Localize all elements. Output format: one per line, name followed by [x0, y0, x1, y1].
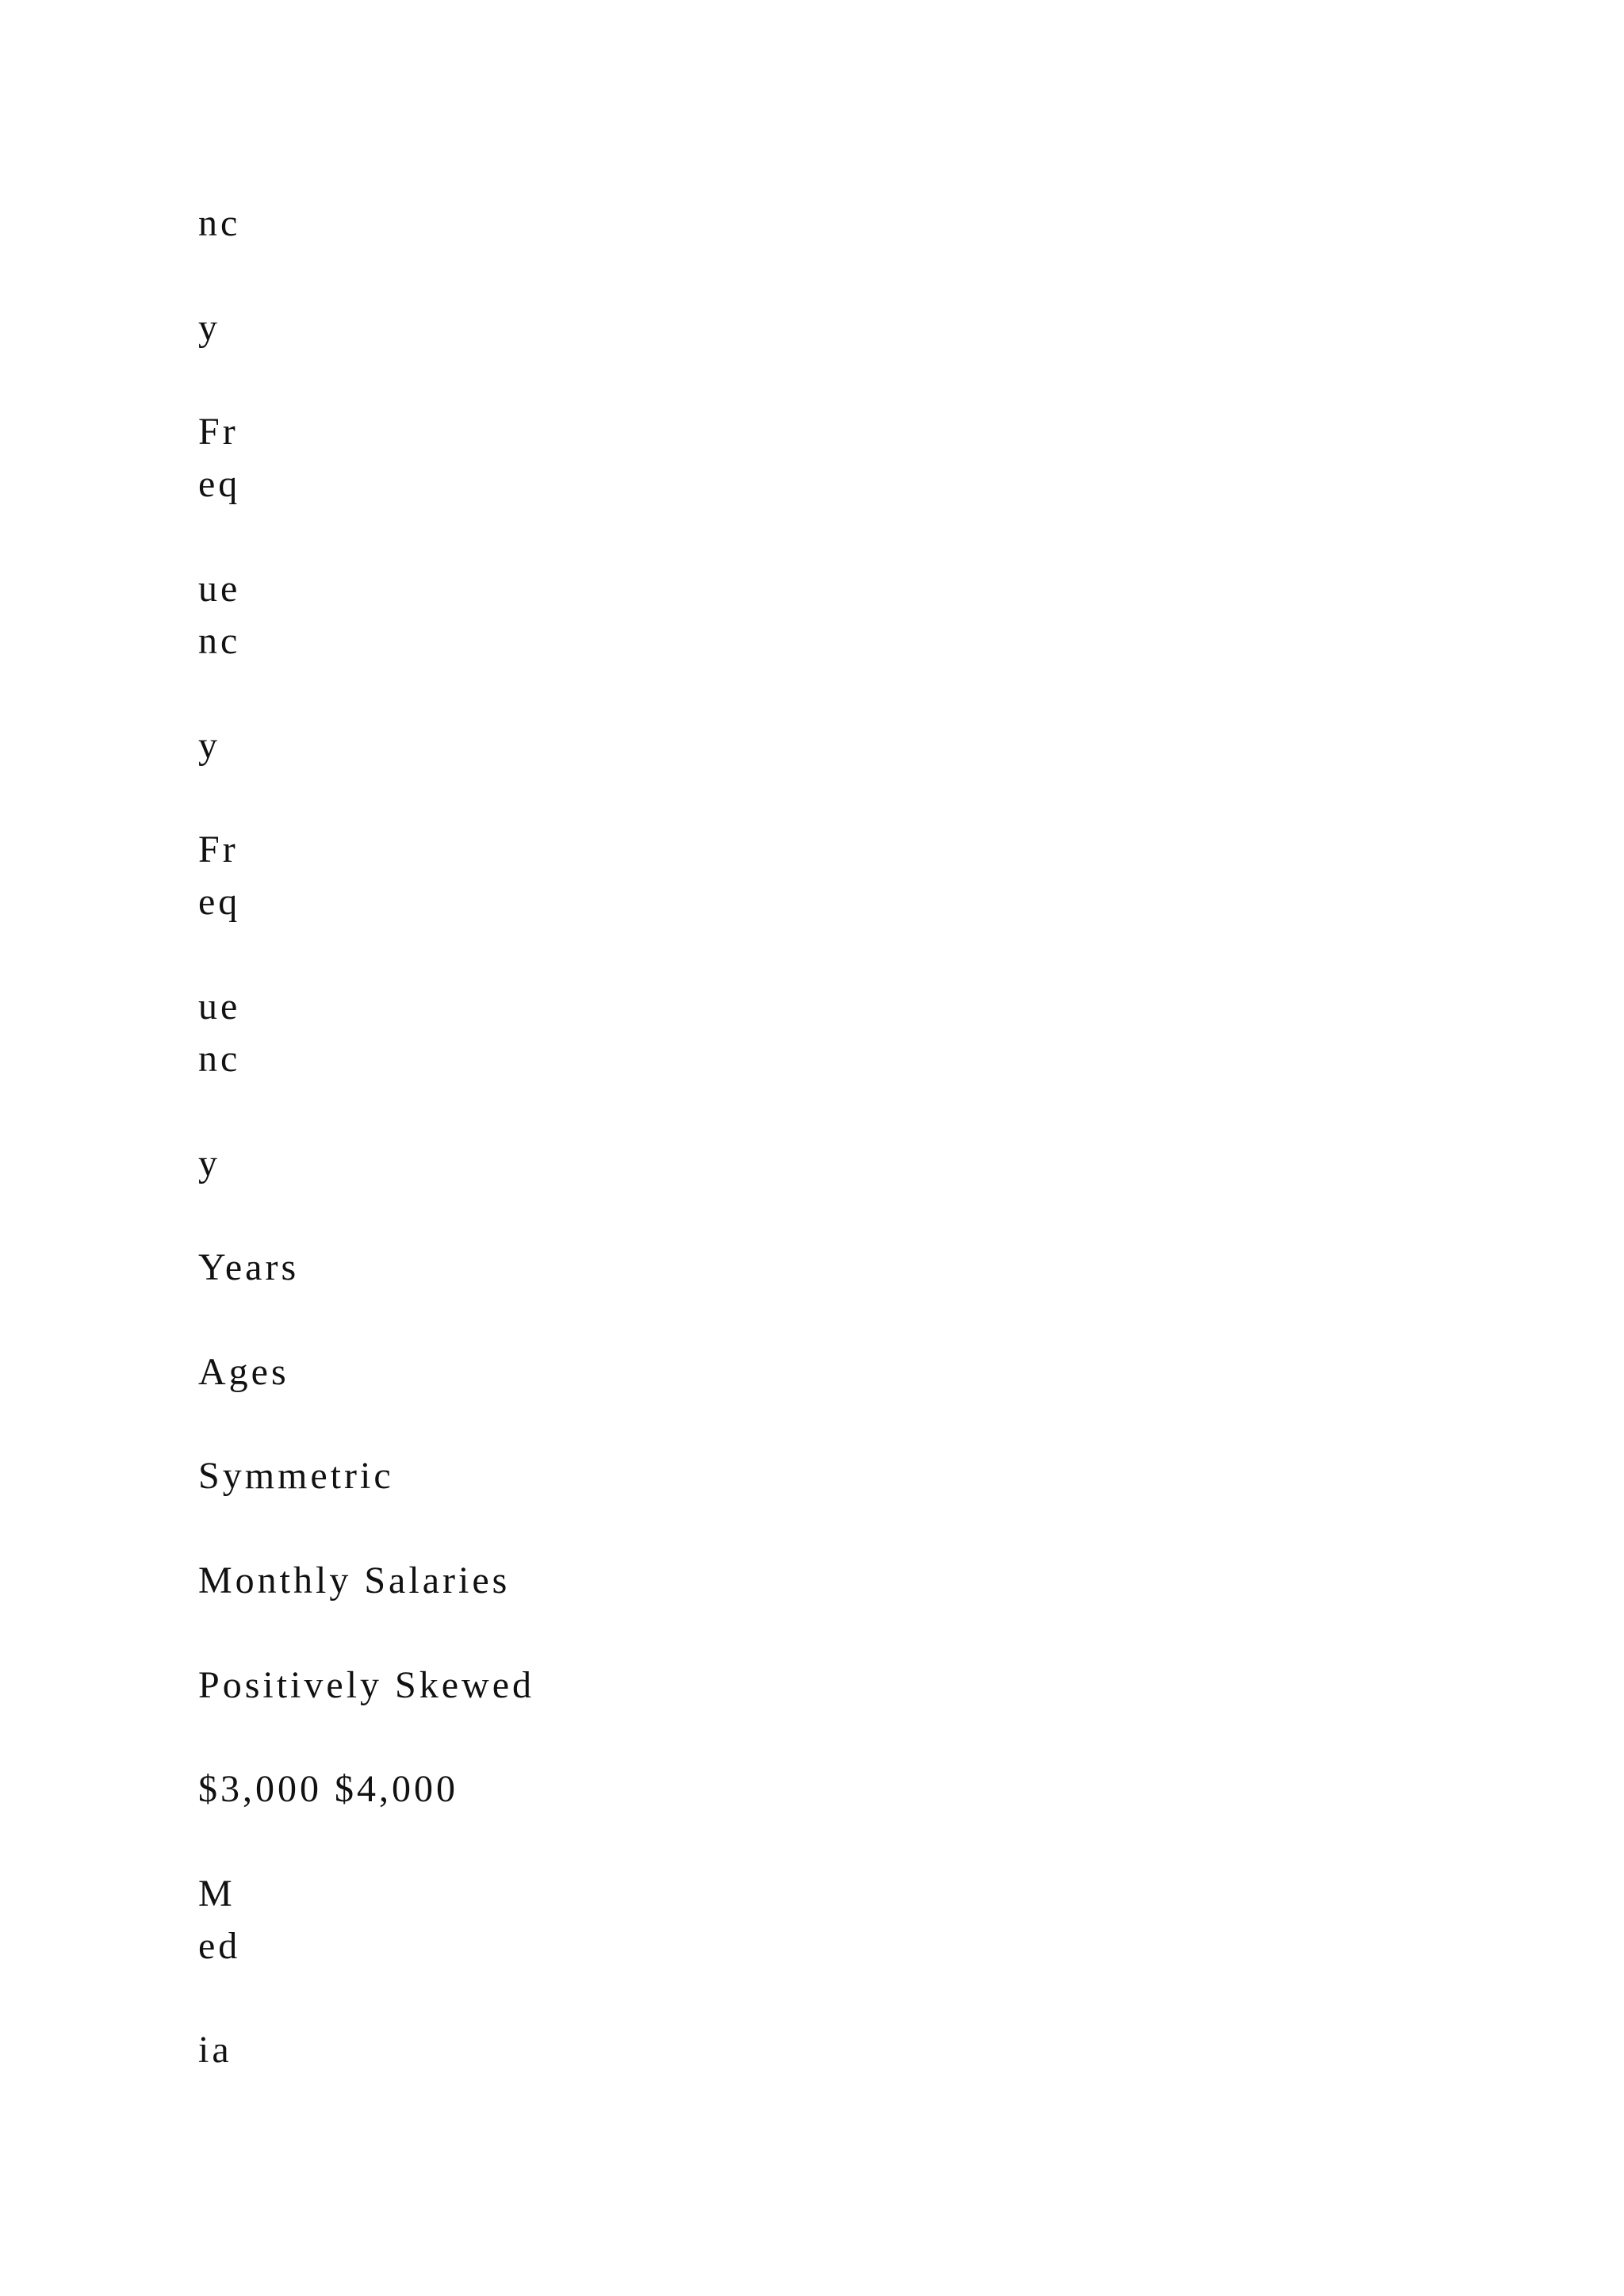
- text-line-ue-2: ue: [198, 985, 241, 1027]
- text-line-monthly-salaries: Monthly Salaries: [198, 1559, 511, 1601]
- text-line-nc-3: nc: [198, 1038, 241, 1080]
- text-line-years: Years: [198, 1246, 300, 1288]
- text-line-ed: ed: [198, 1925, 241, 1967]
- text-line-m: M: [198, 1873, 236, 1915]
- text-line-nc-1: nc: [198, 202, 241, 244]
- text-line-eq-1: eq: [198, 463, 241, 505]
- text-line-nc-2: nc: [198, 620, 241, 662]
- text-line-ages: Ages: [198, 1351, 289, 1393]
- text-line-ia: ia: [198, 2029, 232, 2071]
- text-line-symmetric: Symmetric: [198, 1455, 394, 1497]
- text-line-ue-1: ue: [198, 568, 241, 610]
- text-line-eq-2: eq: [198, 881, 241, 923]
- text-line-y-1: y: [198, 307, 220, 349]
- text-line-fr-1: Fr: [198, 411, 239, 453]
- text-line-y-3: y: [198, 1142, 220, 1184]
- text-line-fr-2: Fr: [198, 828, 239, 871]
- text-line-y-2: y: [198, 725, 220, 767]
- text-line-positively-skewed: Positively Skewed: [198, 1664, 534, 1706]
- text-line-salary-values: $3,000 $4,000: [198, 1768, 458, 1810]
